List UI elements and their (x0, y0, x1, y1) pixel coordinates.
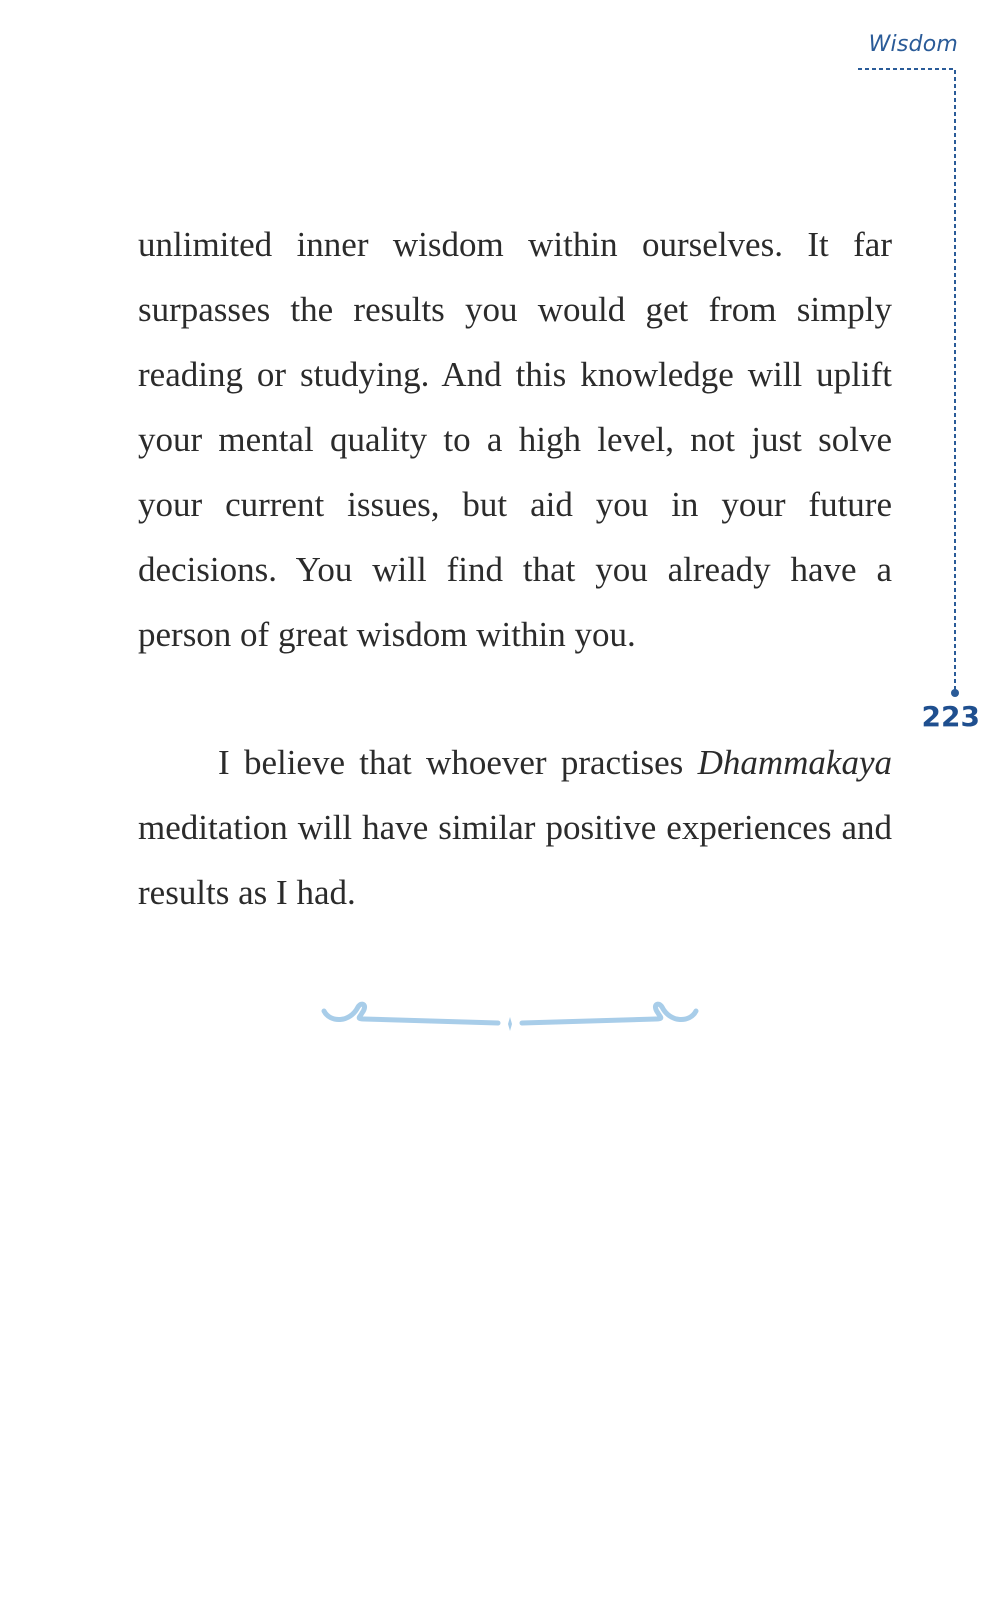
page-number: 223 (921, 700, 980, 733)
flourish-divider-icon (320, 995, 700, 1045)
paragraph-text: meditation will have similar positive experiences and results as I had. (138, 808, 892, 912)
running-header-title: Wisdom (868, 32, 958, 57)
emphasized-term: Dhammakaya (697, 743, 892, 782)
paragraph-text: I believe that whoever practises (218, 743, 698, 782)
body-paragraph: unlimited inner wisdom within ourselves. It far surpasses the results you would get from simply reading or studying. And this knowledge will uplift your mental quality to a high level, not just solve your current issues, but aid you in your future decisions. You will find that you already have a person of great wisdom within you. (138, 225, 892, 654)
body-paragraph (138, 730, 892, 925)
